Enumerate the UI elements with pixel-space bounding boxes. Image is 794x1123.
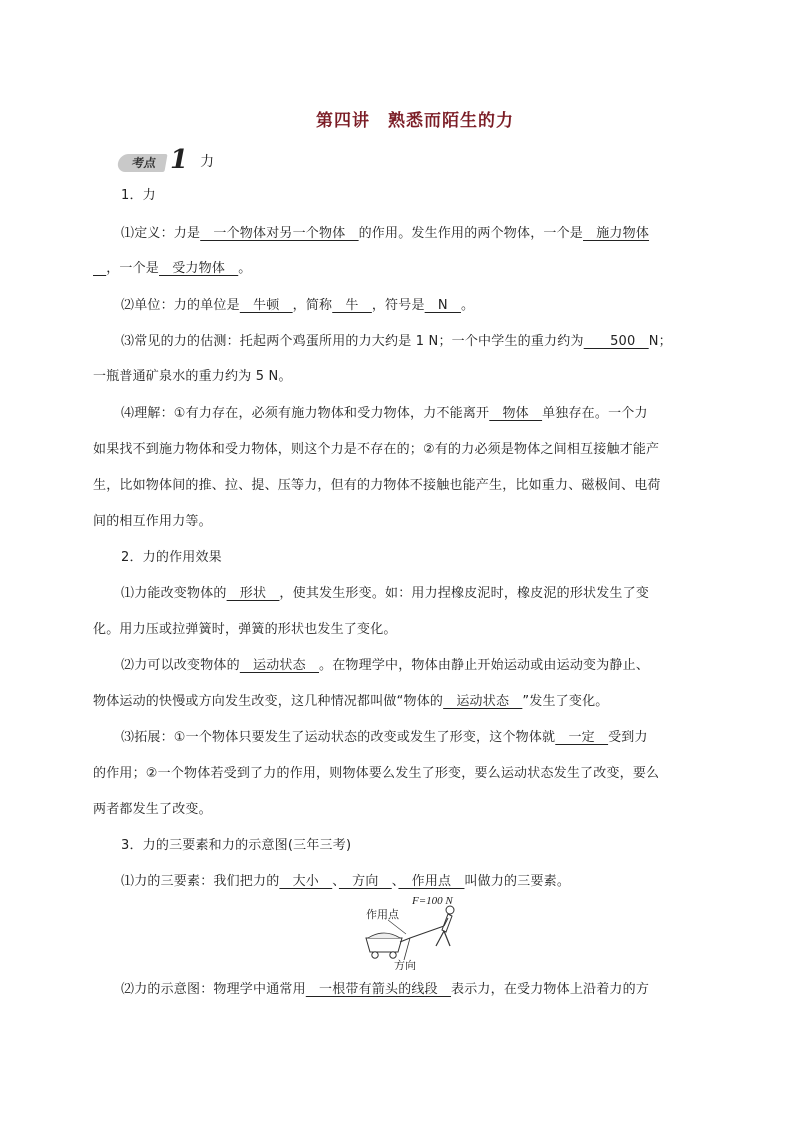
blank-answer: 运动状态 — [443, 694, 523, 709]
blank-answer: 受力物体 — [159, 261, 239, 276]
label-point: 作用点 — [366, 909, 399, 921]
blank-answer: 一个物体对另一个物体 — [200, 226, 359, 241]
blank-answer: 形状 — [226, 586, 280, 601]
understanding-line-3: 生，比如物体间的推、拉、提、压等力，但有的力物体不接触也能产生，比如重力、磁极间、电荷 — [93, 478, 661, 493]
section-heading-3: 3．力的三要素和力的示意图(三年三考) — [121, 838, 352, 853]
understanding-line-2: 如果找不到施力物体和受力物体，则这个力是不存在的；②有的力必须是物体之间相互接触才能产 — [93, 442, 660, 457]
three-elements-line: ⑴力的三要素：我们把力的 大小 、 方向 、 作用点 叫做力的三要素。 — [121, 874, 571, 889]
estimate-line-2: 一瓶普通矿泉水的重力约为 5 N。 — [93, 369, 292, 384]
section-heading-2: 2．力的作用效果 — [121, 550, 222, 565]
label-direction: 方向 — [394, 960, 416, 970]
topic-badge: 考点 — [116, 154, 167, 172]
definition-line-1: ⑴定义：力是 一个物体对另一个物体 的作用。发生作用的两个物体，一个是 施力物体 — [121, 226, 650, 241]
cart-drawing — [366, 933, 410, 958]
topic-badge-row — [118, 145, 215, 175]
person-drawing — [436, 906, 454, 946]
blank-answer: N — [424, 298, 461, 313]
force-illustration — [358, 894, 468, 970]
blank-answer-tail — [93, 261, 106, 276]
blank-answer: 牛顿 — [239, 298, 293, 313]
understanding-line-1: ⑷理解：①有力存在，必须有施力物体和受力物体，力不能离开 物体 单独存在。一个力 — [121, 406, 648, 421]
understanding-line-4: 间的相互作用力等。 — [93, 514, 212, 529]
lesson-title: 第四讲 熟悉而陌生的力 — [316, 111, 514, 131]
effect-line-2: 化。用力压或拉弹簧时，弹簧的形状也发生了变化。 — [93, 622, 397, 637]
blank-answer: 一根带有箭头的线段 — [305, 982, 452, 997]
blank-answer: 方向 — [338, 874, 392, 889]
blank-answer: 作用点 — [398, 874, 465, 889]
blank-answer: 500 — [583, 334, 649, 349]
effect-line-3: ⑵力可以改变物体的 运动状态 。在物理学中，物体由静止开始运动或由运动变为静止、 — [121, 658, 650, 673]
extension-line-2: 的作用；②一个物体若受到了力的作用，则物体要么发生了形变，要么运动状态发生了改变，要么 — [93, 766, 660, 781]
label-force: F=100 N — [412, 895, 453, 907]
diagram-line-1: ⑵力的示意图：物理学中通常用 一根带有箭头的线段 表示力，在受力物体上沿着力的方 — [121, 982, 650, 997]
blank-answer: 施力物体 — [583, 226, 650, 241]
blank-answer: 运动状态 — [239, 658, 320, 673]
topic-number: 1 — [170, 145, 189, 175]
section-heading-1: 1．力 — [121, 188, 156, 203]
blank-answer: 牛 — [332, 298, 372, 313]
effect-line-4: 物体运动的快慢或方向发生改变，这几种情况都叫做“物体的 运动状态 ”发生了变化。 — [93, 694, 609, 709]
blank-answer: 一定 — [555, 730, 609, 745]
extension-line-1: ⑶拓展：①一个物体只要发生了运动状态的改变或发生了形变，这个物体就 一定 受到力 — [121, 730, 648, 745]
topic-name: 力 — [200, 154, 215, 170]
effect-line-1: ⑴力能改变物体的 形状 ，使其发生形变。如：用力捏橡皮泥时，橡皮泥的形状发生了变 — [121, 586, 650, 601]
estimate-line-1: ⑶常见的力的估测：托起两个鸡蛋所用的力大约是 1 N；一个中学生的重力约为 500 N； — [121, 334, 672, 349]
rope-line — [410, 926, 444, 938]
unit-line: ⑵单位：力的单位是 牛顿 ，简称 牛 ，符号是 N 。 — [121, 298, 475, 313]
force-arrow — [404, 938, 410, 960]
blank-answer: 物体 — [489, 406, 543, 421]
extension-line-3: 两者都发生了改变。 — [93, 802, 212, 817]
blank-answer: 大小 — [279, 874, 333, 889]
definition-line-2: ，一个是 受力物体 。 — [93, 259, 705, 279]
